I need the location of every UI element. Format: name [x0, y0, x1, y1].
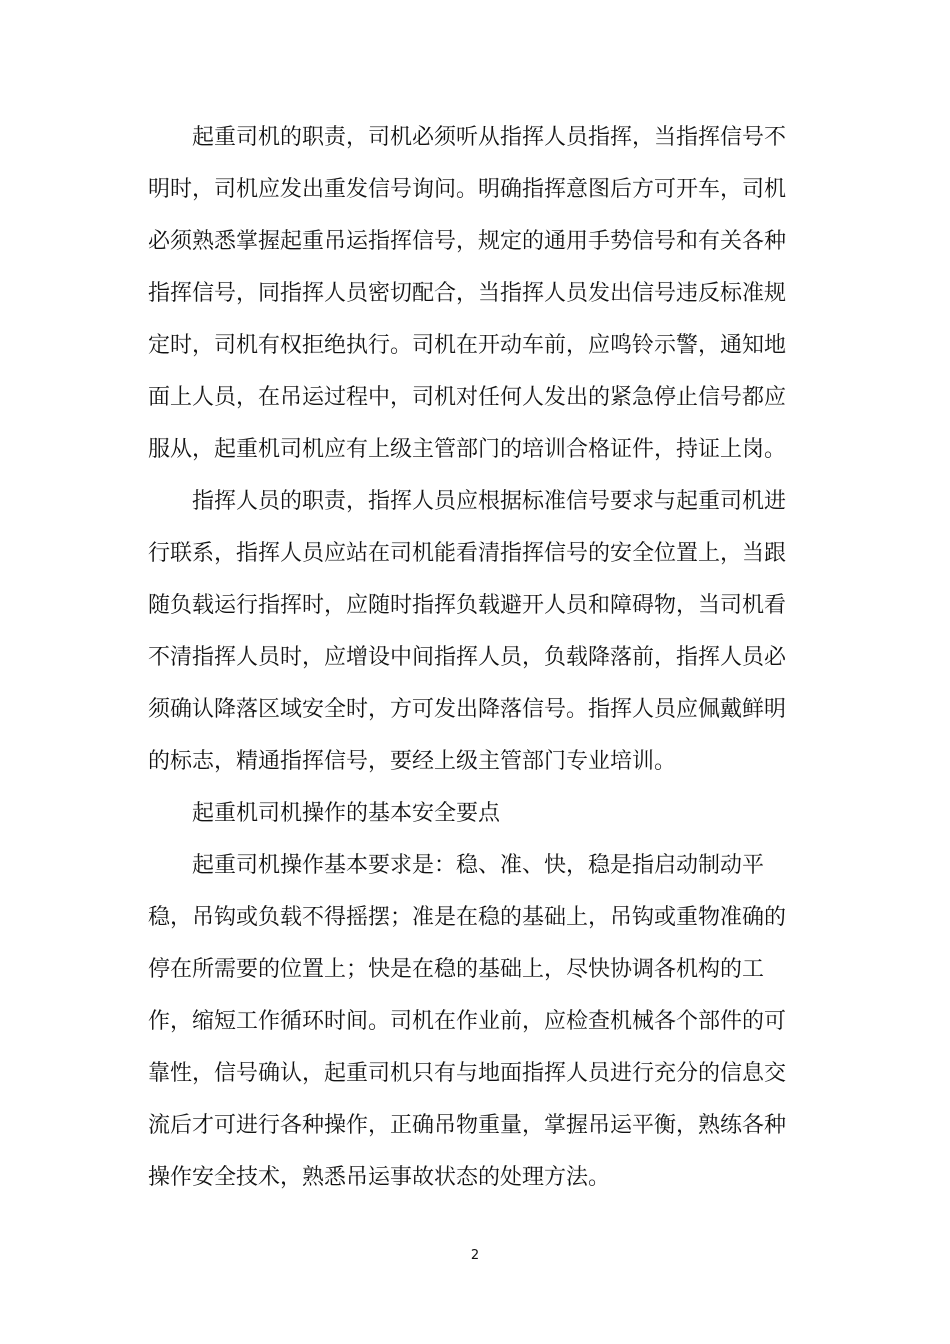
- text-line: 不清指挥人员时，应增设中间指挥人员，负载降落前，指挥人员必: [148, 645, 787, 670]
- text-line: 作，缩短工作循环时间。司机在作业前，应检查机械各个部件的可: [148, 1009, 787, 1034]
- text-line: 服从，起重机司机应有上级主管部门的培训合格证件，持证上岗。: [148, 437, 787, 462]
- text-line: 随负载运行指挥时，应随时指挥负载避开人员和障碍物，当司机看: [148, 593, 787, 618]
- section-heading: [148, 788, 798, 840]
- paragraph-basic-requirements: [148, 840, 798, 1204]
- paragraph-signaler-duties: [148, 476, 798, 788]
- text-line: 停在所需要的位置上；快是在稳的基础上，尽快协调各机构的工: [148, 957, 765, 982]
- text-line: 起重司机的职责，司机必须听从指挥人员指挥，当指挥信号不: [192, 125, 787, 150]
- page-number: 2: [470, 1248, 480, 1263]
- text-line: 面上人员，在吊运过程中，司机对任何人发出的紧急停止信号都应: [148, 385, 787, 410]
- paragraph-crane-operator-duties: [148, 112, 798, 476]
- text-line: 必须熟悉掌握起重吊运指挥信号，规定的通用手势信号和有关各种: [148, 229, 787, 254]
- text-line: 流后才可进行各种操作，正确吊物重量，掌握吊运平衡，熟练各种: [148, 1113, 787, 1138]
- text-line: 操作安全技术，熟悉吊运事故状态的处理方法。: [148, 1165, 611, 1190]
- heading-line: 起重机司机操作的基本安全要点: [192, 801, 501, 826]
- text-line: 行联系，指挥人员应站在司机能看清指挥信号的安全位置上，当跟: [148, 541, 787, 566]
- text-line: 指挥信号，同指挥人员密切配合，当指挥人员发出信号违反标准规: [148, 281, 787, 306]
- text-line: 稳，吊钩或负载不得摇摆；准是在稳的基础上，吊钩或重物准确的: [148, 905, 787, 930]
- text-line: 起重司机操作基本要求是：稳、准、快，稳是指启动制动平: [192, 853, 765, 878]
- text-line: 须确认降落区域安全时，方可发出降落信号。指挥人员应佩戴鲜明: [148, 697, 787, 722]
- text-line: 指挥人员的职责，指挥人员应根据标准信号要求与起重司机进: [192, 489, 787, 514]
- text-line: 的标志，精通指挥信号，要经上级主管部门专业培训。: [148, 749, 677, 774]
- document-body: [148, 112, 798, 1204]
- text-line: 定时，司机有权拒绝执行。司机在开动车前，应鸣铃示警，通知地: [148, 333, 787, 358]
- text-line: 靠性，信号确认，起重司机只有与地面指挥人员进行充分的信息交: [148, 1061, 787, 1086]
- text-line: 明时，司机应发出重发信号询问。明确指挥意图后方可开车，司机: [148, 177, 787, 202]
